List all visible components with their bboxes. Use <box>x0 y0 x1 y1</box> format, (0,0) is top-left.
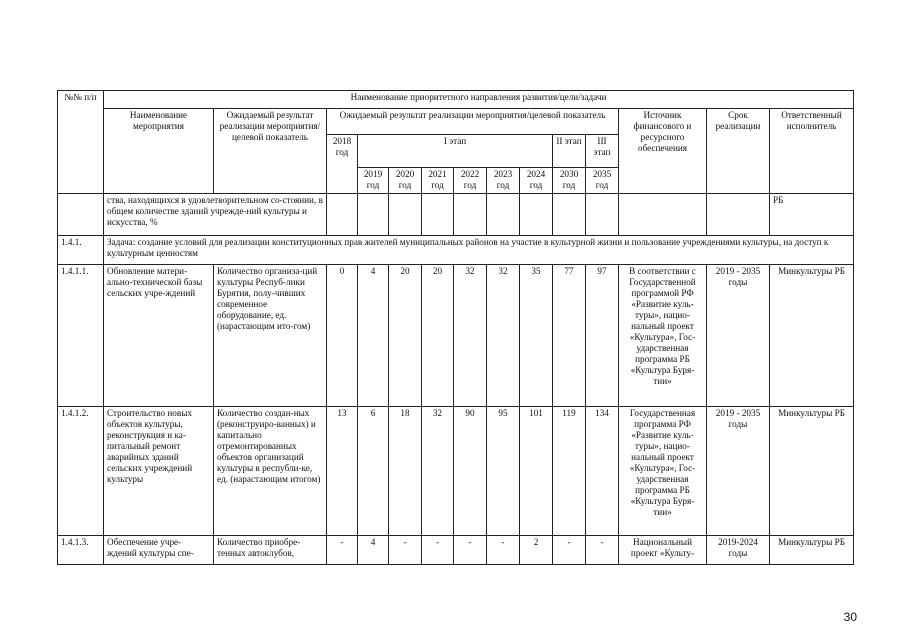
cell-task-text: Задача: создание условий для реализации конституционных прав жителей муниципальных районов на участие в культурной жизни и пользование учреждениями культуры, на доступ к культурным ценностям <box>104 236 854 265</box>
cell-num: 1.4.1. <box>58 236 104 265</box>
cell-indicator: Количество организа-ций культуры Респуб-лики Бурятия, полу-чивших современное оборудование, ед. (нарастающим ито-гом) <box>214 265 327 407</box>
cell-value: - <box>553 536 586 565</box>
header-stage-2: II этап <box>553 135 586 168</box>
cell-term: 2019-2024 годы <box>707 536 770 565</box>
cell-value <box>553 194 586 236</box>
header-year: 2019 год <box>358 168 389 194</box>
cell-event-name: Обеспечение учре-ждений культуры спе- <box>104 536 214 565</box>
plan-table <box>57 90 854 565</box>
cell-value: 101 <box>520 407 553 536</box>
cell-source: В соответствии с Государственной программой РФ «Развитие куль-туры», нацио-нальный проект «Культура», Гос-ударственная программа РБ «Культура Буря-тии» <box>619 265 707 407</box>
table-row <box>58 407 854 536</box>
cell-term: 2019 - 2035 годы <box>707 407 770 536</box>
cell-term <box>707 194 770 236</box>
cell-value: 134 <box>586 407 619 536</box>
cell-num: 1.4.1.1. <box>58 265 104 407</box>
cell-value <box>586 194 619 236</box>
cell-value: 18 <box>389 407 422 536</box>
header-stage-1: I этап <box>358 135 553 168</box>
cell-value: - <box>487 536 520 565</box>
header-year-2018: 2018 год <box>327 135 358 194</box>
cell-value: - <box>389 536 422 565</box>
header-year: 2024 год <box>520 168 553 194</box>
cell-value: 4 <box>358 265 389 407</box>
table-row <box>58 265 854 407</box>
cell-value: 13 <box>327 407 358 536</box>
table-row <box>58 194 854 236</box>
cell-value: - <box>422 536 454 565</box>
cell-value <box>389 194 422 236</box>
cell-value: 77 <box>553 265 586 407</box>
cell-value: 32 <box>454 265 487 407</box>
header-expected-result-group: Ожидаемый результат реализации мероприятия/целевой показатель <box>327 109 619 135</box>
cell-value: 0 <box>327 265 358 407</box>
cell-value: 6 <box>358 407 389 536</box>
header-row-2 <box>58 109 854 135</box>
header-num: №№ п/п <box>58 91 104 194</box>
cell-value: 2 <box>520 536 553 565</box>
cell-source: Национальный проект «Культу- <box>619 536 707 565</box>
cell-value <box>487 194 520 236</box>
cell-source: Государственная программа РФ «Развитие куль-туры», нацио-нальный проект «Культура», Гос-ударственная программа РБ «Культура Буря-тии» <box>619 407 707 536</box>
cell-value: - <box>586 536 619 565</box>
cell-value: 97 <box>586 265 619 407</box>
cell-value: 32 <box>487 265 520 407</box>
cell-num: 1.4.1.2. <box>58 407 104 536</box>
header-executor: Ответственный исполнитель <box>770 109 854 194</box>
cell-value: - <box>454 536 487 565</box>
header-term: Срок реализации <box>707 109 770 194</box>
cell-value <box>327 194 358 236</box>
cell-value: 20 <box>389 265 422 407</box>
header-expected-result: Ожидаемый результат реализации мероприятия/целевой показатель <box>214 109 327 194</box>
cell-value: 119 <box>553 407 586 536</box>
cell-executor: Минкультуры РБ <box>770 265 854 407</box>
cell-event-name: Строительство новых объектов культуры, реконструкция и ка-питальный ремонт аварийных зданий сельских учреждений культуры <box>104 407 214 536</box>
table-row <box>58 536 854 565</box>
header-year: 2022 год <box>454 168 487 194</box>
cell-value <box>454 194 487 236</box>
cell-num: 1.4.1.3. <box>58 536 104 565</box>
header-stage-3: III этап <box>586 135 619 168</box>
cell-executor: Минкультуры РБ <box>770 407 854 536</box>
cell-value: 4 <box>358 536 389 565</box>
cell-value: 32 <box>422 407 454 536</box>
cell-event-name: Обновление матери-ально-технической базы сельских учре-ждений <box>104 265 214 407</box>
cell-executor: РБ <box>770 194 854 236</box>
cell-continued-result: ства, находящихся в удовлетворительном со-стоянии, в общем количестве зданий учрежде-ний культуры и искусства, % <box>104 194 327 236</box>
page-number: 30 <box>843 610 857 624</box>
header-year: 2023 год <box>487 168 520 194</box>
header-source: Источник финансового и ресурсного обеспечения <box>619 109 707 194</box>
header-event-name: Наименование мероприятия <box>104 109 214 194</box>
cell-executor: Минкультуры РБ <box>770 536 854 565</box>
header-year: 2020 год <box>389 168 422 194</box>
cell-indicator: Количество создан-ных (реконструиро-ванных) и капитально отремонтированных объектов организаций культуры в республи-ке, ед. (нарастающим итогом) <box>214 407 327 536</box>
cell-value <box>358 194 389 236</box>
cell-value <box>520 194 553 236</box>
cell-value: 90 <box>454 407 487 536</box>
cell-value <box>422 194 454 236</box>
cell-source <box>619 194 707 236</box>
header-year: 2030 год <box>553 168 586 194</box>
cell-num <box>58 194 104 236</box>
header-year: 2035 год <box>586 168 619 194</box>
header-direction: Наименование приоритетного направления развития/цели/задачи <box>104 91 854 109</box>
cell-value: 20 <box>422 265 454 407</box>
header-year: 2021 год <box>422 168 454 194</box>
table-row <box>58 236 854 265</box>
cell-value: - <box>327 536 358 565</box>
header-row-1 <box>58 91 854 109</box>
cell-value: 35 <box>520 265 553 407</box>
cell-value: 95 <box>487 407 520 536</box>
cell-indicator: Количество приобре-тенных автоклубов, <box>214 536 327 565</box>
cell-term: 2019 - 2035 годы <box>707 265 770 407</box>
